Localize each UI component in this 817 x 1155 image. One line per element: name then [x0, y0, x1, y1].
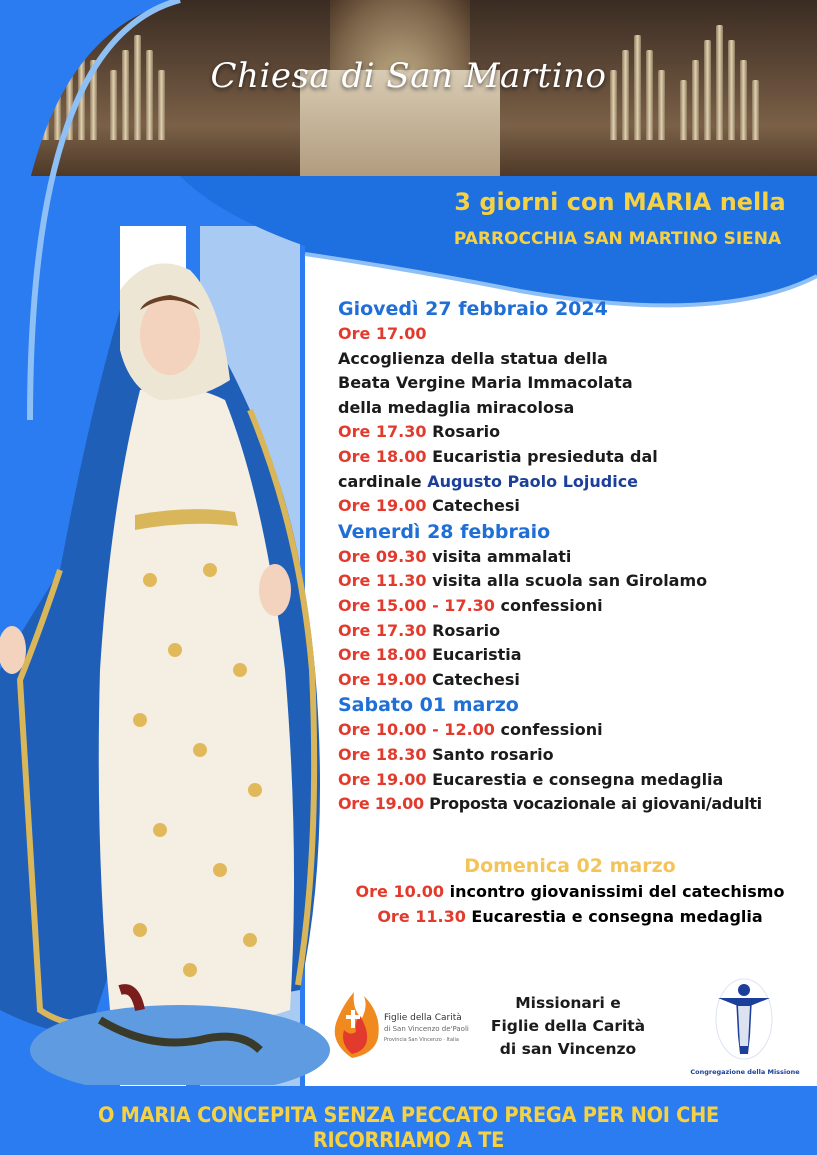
subtitle-line-1: 3 giorni con MARIA nella — [454, 188, 786, 216]
event-schedule — [338, 296, 808, 817]
schedule-line: Ore 17.00 — [338, 324, 427, 343]
schedule-line: Beata Vergine Maria Immacolata — [338, 373, 633, 393]
schedule-line: Ore 17.30 Rosario — [338, 422, 501, 442]
day-heading-sunday: Domenica 02 marzo — [464, 855, 676, 877]
congregazione-missione-logo — [712, 976, 776, 1062]
schedule-line: Ore 19.00 Proposta vocazionale ai giovani/adulti — [338, 794, 762, 814]
schedule-line: Ore 19.00 Catechesi — [338, 669, 520, 689]
schedule-line: Ore 19.00 Catechesi — [338, 496, 520, 516]
schedule-line: Accoglienza della statua della — [338, 348, 608, 368]
schedule-line: Ore 09.30 visita ammalati — [338, 546, 572, 566]
sunday-block — [330, 853, 810, 929]
fdc-logo-text: Figlie della Carità di San Vincenzo de'Paoli Provincia San Vincenzo · Italia — [384, 1013, 469, 1043]
cardinal-name: Augusto Paolo Lojudice — [427, 471, 639, 491]
schedule-line: Ore 18.00 Eucaristia presieduta dal — [338, 446, 658, 466]
madonna-statue — [0, 250, 340, 1085]
day-heading-saturday: Sabato 01 marzo — [338, 694, 519, 717]
day-heading-friday: Venerdì 28 febbraio — [338, 520, 551, 543]
schedule-line: Ore 15.00 - 17.30 confessioni — [338, 595, 603, 615]
schedule-line: della medaglia miracolosa — [338, 397, 575, 417]
cardinal-line: cardinale Augusto Paolo Lojudice — [338, 471, 639, 491]
church-title: Chiesa di San Martino — [210, 56, 607, 96]
schedule-line: Ore 10.00 - 12.00 confessioni — [338, 720, 603, 740]
schedule-line: Ore 17.30 Rosario — [338, 620, 501, 640]
subtitle-line-2: PARROCCHIA SAN MARTINO SIENA — [453, 229, 782, 249]
schedule-line: Ore 11.30 visita alla scuola san Girolamo — [338, 571, 708, 591]
schedule-line: Ore 19.00 Eucarestia e consegna medaglia — [338, 769, 724, 789]
missionari-text: Missionari e Figlie della Carità di san Vincenzo — [490, 994, 646, 1058]
schedule-line: Ore 10.00 incontro giovanissimi del catechismo — [355, 882, 785, 901]
congregazione-logo-text: Congregazione della Missione — [690, 1068, 800, 1076]
prayer-banner-text: O MARIA CONCEPITA SENZA PECCATO PREGA PER NOI CHE RICORRIAMO A TE — [98, 1103, 719, 1153]
day-heading-thursday: Giovedì 27 febbraio 2024 — [338, 298, 608, 320]
schedule-line: Ore 18.00 Eucaristia — [338, 645, 522, 665]
schedule-line: Ore 11.30 Eucarestia e consegna medaglia — [377, 907, 763, 926]
schedule-line: Ore 18.30 Santo rosario — [338, 744, 554, 764]
